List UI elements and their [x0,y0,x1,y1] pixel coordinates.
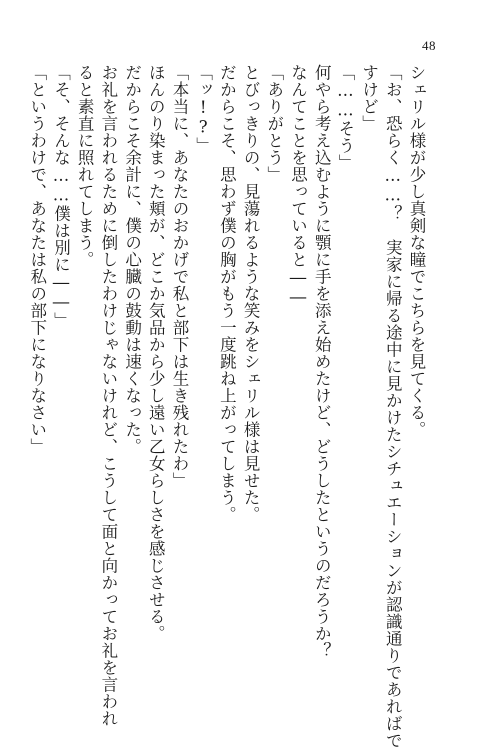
novel-text-block [25,64,428,749]
text-line: 「ッ!?」 [193,64,213,154]
text-line: お礼を言われるために倒したわけじゃないけれど、こうして面と向かってお礼を言われ [98,64,118,727]
text-line: なんてことを思っていると―― [288,64,308,307]
text-line: だからこそ余計に、僕の心臓の鼓動は速くなった。 [122,64,142,455]
text-line: 「ありがとう」 [264,64,284,183]
text-line: ると素直に照れてしまう。 [75,64,95,268]
text-line: すけど」 [359,64,379,132]
text-line: ほんのり染まった頬が、どこか気品から少し遠い乙女らしさを感じさせる。 [146,64,166,642]
text-line: とびっきりの、見蕩れるような笑みをシェリル様は見せた。 [241,64,261,523]
text-line: 「というわけで、あなたは私の部下になりなさい」 [27,64,47,455]
page-number: 48 [422,38,436,53]
text-line: 「……そう」 [335,64,355,171]
text-line: 「お、恐らく……？ 実家に帰る途中に見かけたシチュエーションが認識通りであればで [383,64,403,749]
text-line: 「本当に、あなたのおかげで私と部下は生き残れたわ」 [169,64,189,489]
text-line: 「そ、そんな……僕は別に――」 [51,64,71,329]
text-line: シェリル様が少し真剣な瞳でこちらを見てくる。 [407,64,426,438]
text-line: 何やら考え込むように顎に手を添え始めたけど、どうしたというのだろうか？ [312,64,332,659]
text-line: だからこそ、思わず僕の胸がもう一度跳ね上がってしまう。 [217,64,237,523]
